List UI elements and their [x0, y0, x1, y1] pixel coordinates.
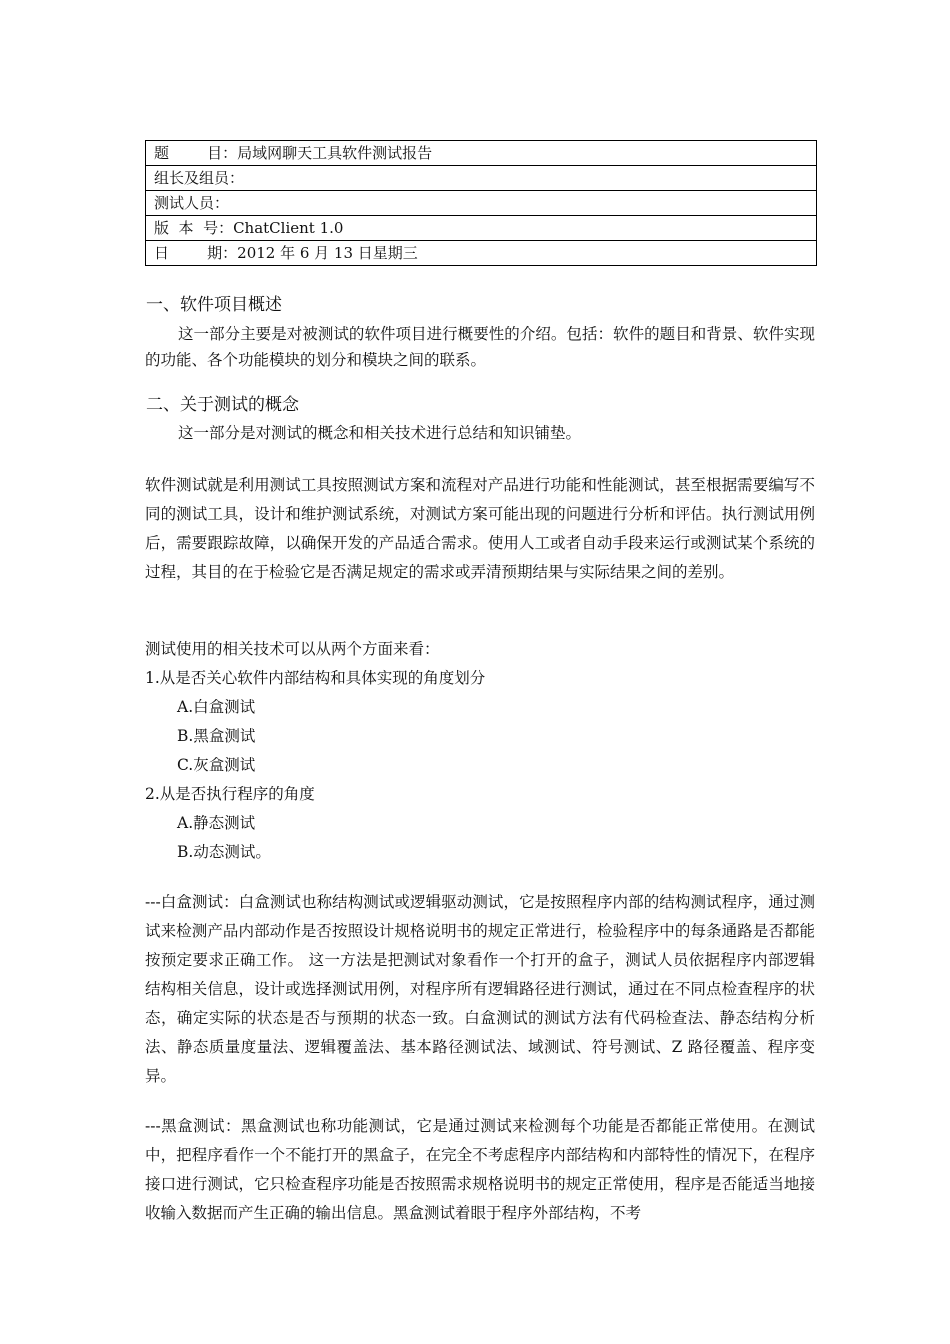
title-cell: 题 目：局域网聊天工具软件测试报告	[146, 141, 817, 166]
definition-paragraph: 软件测试就是利用测试工具按照测试方案和流程对产品进行功能和性能测试，甚至根据需要编写不同的测试工具，设计和维护测试系统，对测试方案可能出现的问题进行分析和评估。执行测试用例后，需要跟踪故障，以确保开发的产品适合需求。使用人工或者自动手段来运行或测试某个系统的过程，其目的在于检验它是否满足规定的需求或弄清预期结果与实际结果之间的差别。	[145, 476, 815, 581]
category-2-item-b: B.动态测试。	[177, 843, 271, 861]
category-1: 1.从是否关心软件内部结构和具体实现的角度划分	[145, 669, 486, 687]
table-row	[146, 191, 817, 216]
blackbox-paragraph: ---黑盒测试：黑盒测试也称功能测试，它是通过测试来检测每个功能是否都能正常使用。在测试中，把程序看作一个不能打开的黑盒子，在完全不考虑程序内部结构和内部特性的情况下，在程序接口进行测试，它只检查程序功能是否按照需求规格说明书的规定正常使用，程序是否能适当地接收输入数据而产生正确的输出信息。黑盒测试着眼于程序外部结构，不考	[145, 1117, 815, 1222]
section2-heading: 二、关于测试的概念	[146, 395, 299, 415]
category-1-item-a: A.白盒测试	[177, 698, 256, 716]
category-2: 2.从是否执行程序的角度	[145, 785, 315, 803]
category-1-item-b: B.黑盒测试	[177, 727, 256, 745]
category-1-item-c: C.灰盒测试	[177, 756, 256, 774]
testers-cell: 测试人员：	[146, 191, 817, 216]
section2-intro: 这一部分是对测试的概念和相关技术进行总结和知识铺垫。	[178, 424, 582, 442]
category-2-item-a: A.静态测试	[177, 814, 256, 832]
table-row	[146, 216, 817, 241]
table-row	[146, 241, 817, 266]
date-cell: 日 期：2012 年 6 月 13 日星期三	[146, 241, 817, 266]
members-cell: 组长及组员：	[146, 166, 817, 191]
report-info-table	[145, 140, 817, 266]
section1-body: 这一部分主要是对被测试的软件项目进行概要性的介绍。包括：软件的题目和背景、软件实现的功能、各个功能模块的划分和模块之间的联系。	[145, 325, 815, 369]
table-row	[146, 166, 817, 191]
table-row	[146, 141, 817, 166]
tech-intro: 测试使用的相关技术可以从两个方面来看：	[145, 640, 440, 658]
whitebox-paragraph: ---白盒测试：白盒测试也称结构测试或逻辑驱动测试，它是按照程序内部的结构测试程序，通过测试来检测产品内部动作是否按照设计规格说明书的规定正常进行，检验程序中的每条通路是否都能按预定要求正确工作。 这一方法是把测试对象看作一个打开的盒子，测试人员依据程序内部逻辑结构相关信息，设计或选择测试用例，对程序所有逻辑路径进行测试，通过在不同点检查程序的状态，确定实际的状态是否与预期的状态一致。白盒测试的测试方法有代码检查法、静态结构分析法、静态质量度量法、逻辑覆盖法、基本路径测试法、域测试、符号测试、Z 路径覆盖、程序变异。	[145, 893, 815, 1085]
section1-heading: 一、软件项目概述	[146, 295, 282, 315]
version-cell: 版 本 号：ChatClient 1.0	[146, 216, 817, 241]
